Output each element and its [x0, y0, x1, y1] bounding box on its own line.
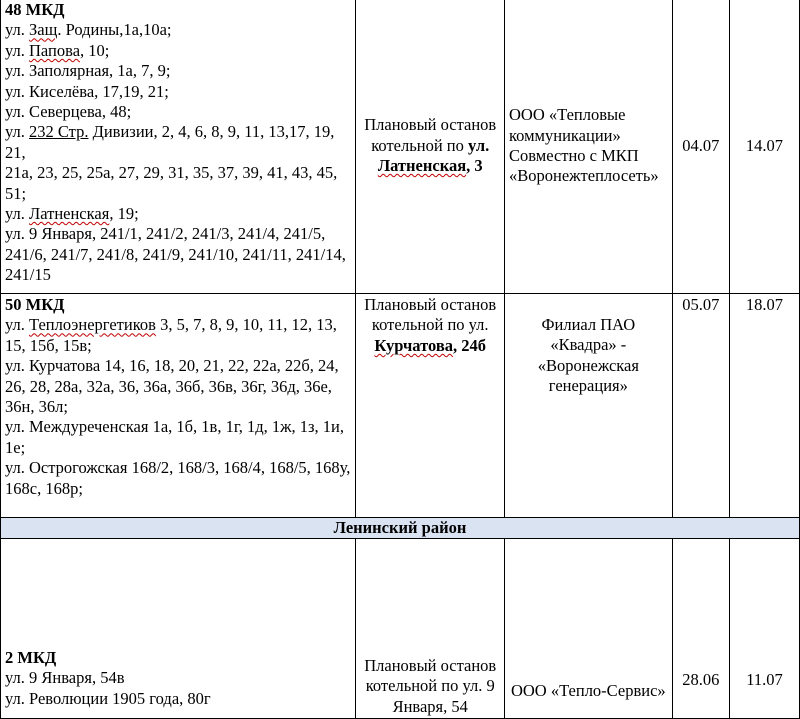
address-cell — [1, 539, 356, 719]
organization-cell: Филиал ПАО «Квадра» - «Воронежская генерация» — [505, 294, 673, 518]
mkd-count: 50 МКД — [5, 295, 65, 314]
address-line: ул. Теплоэнергетиков 3, 5, 7, 8, 9, 10, 11, 12, 13, 15, 15б, 15в; — [5, 315, 337, 355]
start-date-cell: 28.06 — [672, 539, 729, 719]
mkd-count: 48 МКД — [5, 0, 65, 19]
end-date-cell: 14.07 — [729, 0, 799, 294]
organization-cell: ООО «Тепло-Сервис» — [505, 539, 673, 719]
address-line: ул. Северцева, 48; — [5, 102, 132, 122]
reason-cell: Плановый останов котельной по ул. Курчатова, 24б — [356, 294, 505, 518]
table-row — [1, 0, 800, 294]
address-line: ул. 9 Января, 54в — [5, 668, 125, 688]
address-line: 21а, 23, 25, 25а, 27, 29, 31, 35, 37, 39, 41, 43, 45, 51; — [5, 163, 338, 203]
start-date-cell: 04.07 — [672, 0, 729, 294]
start-date-cell: 05.07 — [672, 294, 729, 518]
address-line: ул. Революции 1905 года, 80г — [5, 688, 211, 708]
table-row — [1, 294, 800, 518]
table-row — [1, 539, 800, 719]
address-line: ул. 9 Января, 241/1, 241/2, 241/3, 241/4, 241/5, 241/6, 241/7, 241/8, 241/9, 241/10, 241/11, 241/14, 241/15 — [5, 224, 346, 285]
mkd-count: 2 МКД — [5, 647, 57, 667]
address-line: ул. Защ. Родины,1а,10а; — [5, 20, 172, 40]
address-line: ул. Латненская, 19; — [5, 204, 139, 224]
address-line: ул. Киселёва, 17,19, 21; — [5, 81, 169, 101]
reason-cell: Плановый останов котельной по ул. Латненская, 3 — [356, 0, 505, 294]
address-cell — [1, 0, 356, 294]
address-line: ул. Междуреченская 1а, 1б, 1в, 1г, 1д, 1ж, 1з, 1и, 1е; — [5, 417, 345, 457]
end-date-cell: 11.07 — [729, 539, 799, 719]
address-line: ул. 232 Стр. Дивизии, 2, 4, 6, 8, 9, 11, 13,17, 19, 21, — [5, 122, 335, 162]
address-line: ул. Острогожская 168/2, 168/3, 168/4, 168/5, 168у, 168с, 168р; — [5, 458, 351, 498]
district-header-row — [1, 518, 800, 539]
address-cell — [1, 294, 356, 518]
address-line: ул. Папова, 10; — [5, 40, 110, 60]
address-line: ул. Заполярная, 1а, 7, 9; — [5, 61, 171, 81]
address-line: ул. Курчатова 14, 16, 18, 20, 21, 22, 22а, 22б, 24, 26, 28, 28а, 32а, 36, 36а, 36б, 36в, 36г, 36д, 36е, 36н, 36л; — [5, 356, 339, 417]
district-title: Ленинский район — [1, 518, 800, 539]
organization-cell: ООО «Тепловые коммуникации» Совместно с МКП «Воронежтеплосеть» — [505, 0, 673, 294]
end-date-cell: 18.07 — [729, 294, 799, 518]
reason-cell: Плановый останов котельной по ул. 9 Января, 54 — [356, 539, 505, 719]
